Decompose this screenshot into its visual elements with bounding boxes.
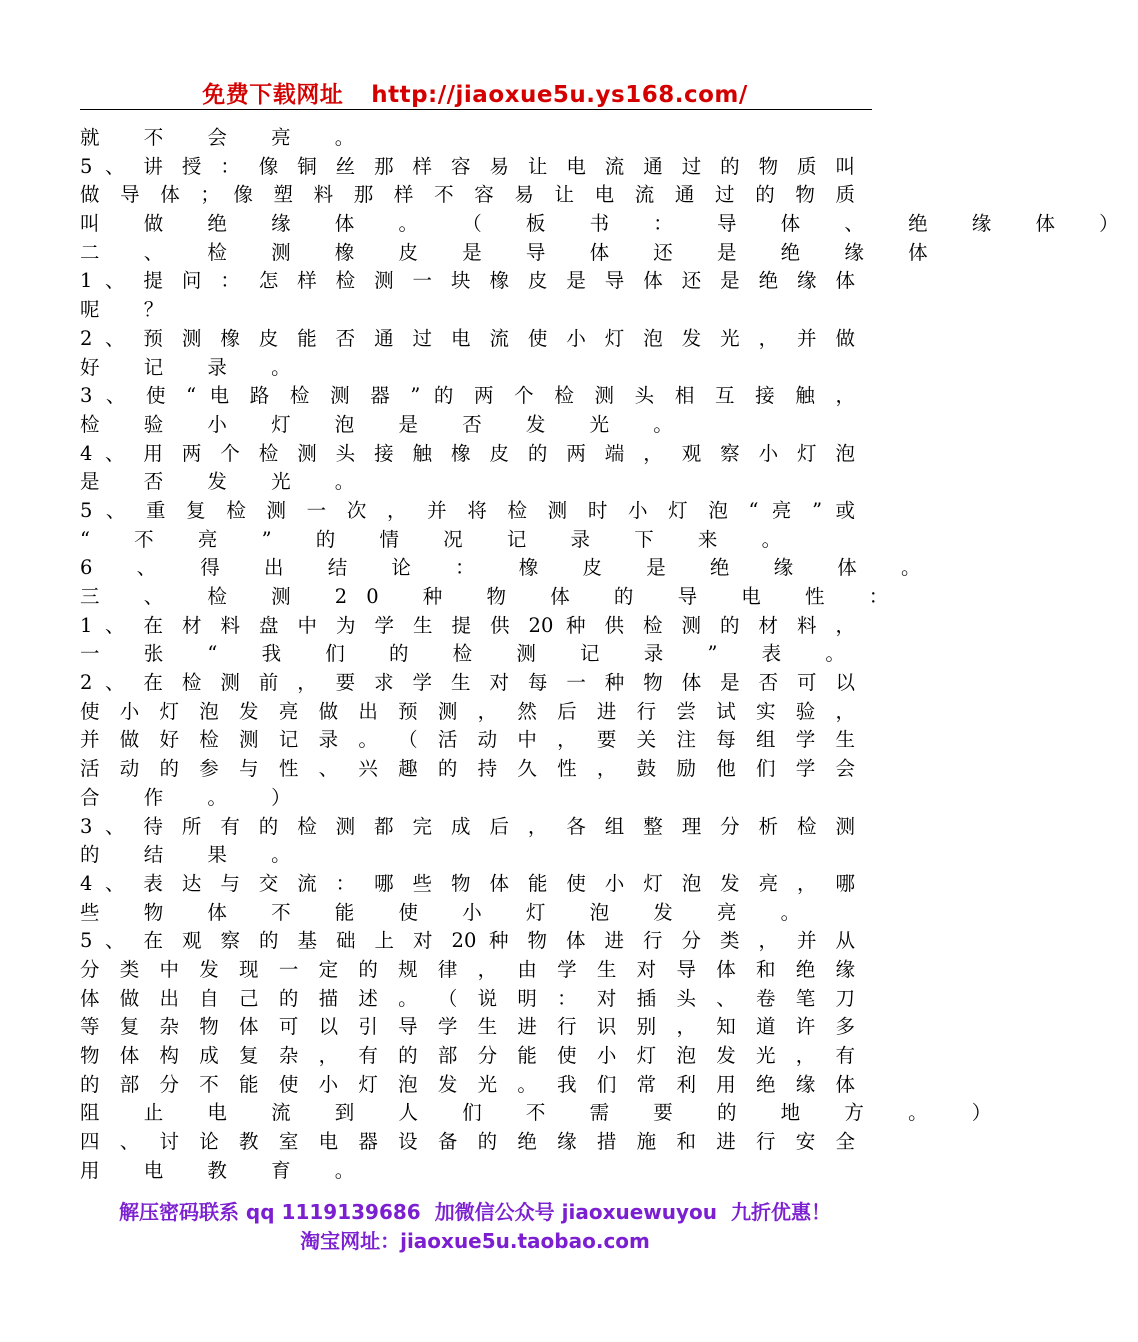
text-line: 5 、 讲 授 ： 像 铜 丝 那 样 容 易 让 电 流 通 过 的 物 质 叫 bbox=[80, 154, 855, 178]
text-line: 呢 ？ bbox=[80, 298, 183, 322]
text-line: 1 、 在 材 料 盘 中 为 学 生 提 供 20 种 供 检 测 的 材 料 ， bbox=[80, 613, 855, 637]
header-label: 免费下载网址 bbox=[202, 82, 344, 108]
text-line: 三 、 检 测 20 种 物 体 的 导 电 性 ： bbox=[80, 585, 908, 608]
text-line: 活 动 的 参 与 性 、 兴 趣 的 持 久 性 ， 鼓 励 他 们 学 会 bbox=[80, 757, 855, 781]
footer-wechat-account: 加微信公众号 jiaoxuewuyou bbox=[434, 1200, 718, 1224]
footer-contact-line bbox=[0, 1196, 950, 1225]
text-line: 1 、 提 问 ： 怎 样 检 测 一 块 橡 皮 是 导 体 还 是 绝 缘 体 bbox=[80, 269, 855, 293]
document-body bbox=[80, 124, 1138, 1185]
text-line: 叫 做 绝 缘 体 。 （ 板 书 ： 导 体 、 绝 缘 体 ） bbox=[80, 212, 1138, 236]
text-line: 等 复 杂 物 体 可 以 引 导 学 生 进 行 识 别 ， 知 道 许 多 bbox=[80, 1015, 855, 1039]
text-line: 使 小 灯 泡 发 亮 做 出 预 测 ， 然 后 进 行 尝 试 实 验 ， bbox=[80, 699, 855, 723]
header-url-link[interactable]: http://jiaoxue5u.ys168.com/ bbox=[371, 82, 748, 108]
footer-taobao-line bbox=[0, 1225, 950, 1254]
text-line: 阻 止 电 流 到 人 们 不 需 要 的 地 方 。 ） bbox=[80, 1101, 1011, 1125]
text-line: 好 记 录 。 bbox=[80, 355, 310, 379]
text-line: 2 、 预 测 橡 皮 能 否 通 过 电 流 使 小 灯 泡 发 光 ， 并 做 bbox=[80, 326, 855, 350]
text-line: 并 做 好 检 测 记 录 。 （ 活 动 中 ， 要 关 注 每 组 学 生 bbox=[80, 728, 855, 752]
text-line: 物 体 构 成 复 杂 ， 有 的 部 分 能 使 小 灯 泡 发 光 ， 有 bbox=[80, 1044, 855, 1067]
text-line: 一 张 “ 我 们 的 检 测 记 录 ” 表 。 bbox=[80, 642, 864, 666]
text-line: 2 、 在 检 测 前 ， 要 求 学 生 对 每 一 种 物 体 是 否 可 以 bbox=[80, 671, 855, 695]
text-line: “ 不 亮 ” 的 情 况 记 录 下 来 。 bbox=[80, 527, 801, 551]
text-line: 5 、 重 复 检 测 一 次 ， 并 将 检 测 时 小 灯 泡 “ 亮 ” 或 bbox=[80, 498, 855, 522]
text-line: 4 、 用 两 个 检 测 头 接 触 橡 皮 的 两 端 ， 观 察 小 灯 泡 bbox=[80, 441, 855, 465]
text-line: 4 、 表 达 与 交 流 ： 哪 些 物 体 能 使 小 灯 泡 发 亮 ， 哪 bbox=[80, 871, 855, 895]
footer-discount: 九折优惠！ bbox=[731, 1200, 832, 1224]
footer-password-contact: 解压密码联系 qq 1119139686 bbox=[118, 1200, 421, 1224]
text-line: 的 结 果 。 bbox=[80, 843, 310, 867]
text-line: 检 验 小 灯 泡 是 否 发 光 。 bbox=[80, 412, 692, 436]
text-line: 3 、 待 所 有 的 检 测 都 完 成 后 ， 各 组 整 理 分 析 检 测 bbox=[80, 814, 855, 838]
text-line: 分 类 中 发 现 一 定 的 规 律 ， 由 学 生 对 导 体 和 绝 缘 bbox=[80, 957, 855, 981]
text-line: 四 、 讨 论 教 室 电 器 设 备 的 绝 缘 措 施 和 进 行 安 全 bbox=[80, 1130, 855, 1154]
text-line: 6 、 得 出 结 论 ： 橡 皮 是 绝 缘 体 。 bbox=[80, 556, 940, 580]
text-line: 做 导 体 ； 像 塑 料 那 样 不 容 易 让 电 流 通 过 的 物 质 bbox=[80, 183, 855, 207]
text-line: 3 、 使 “ 电 路 检 测 器 ” 的 两 个 检 测 头 相 互 接 触 ， bbox=[80, 384, 855, 408]
text-line: 合 作 。 ） bbox=[80, 785, 310, 809]
text-line: 是 否 发 光 。 bbox=[80, 470, 374, 494]
text-line: 些 物 体 不 能 使 小 灯 泡 发 亮 。 bbox=[80, 900, 820, 924]
text-line: 用 电 教 育 。 bbox=[80, 1158, 374, 1182]
header-divider bbox=[80, 109, 872, 110]
footer-taobao-link[interactable]: 淘宝网址：jiaoxue5u.taobao.com bbox=[300, 1229, 650, 1253]
text-line: 的 部 分 不 能 使 小 灯 泡 发 光 。 我 们 常 利 用 绝 缘 体 bbox=[80, 1072, 855, 1096]
header-banner bbox=[0, 76, 950, 109]
text-line: 就 不 会 亮 。 bbox=[80, 126, 374, 149]
text-line: 体 做 出 自 己 的 描 述 。 （ 说 明 ： 对 插 头 、 卷 笔 刀 bbox=[80, 986, 855, 1010]
text-line: 5 、 在 观 察 的 基 础 上 对 20 种 物 体 进 行 分 类 ， 并 从 bbox=[80, 929, 855, 953]
text-line: 二 、 检 测 橡 皮 是 导 体 还 是 绝 缘 体 bbox=[80, 240, 947, 264]
